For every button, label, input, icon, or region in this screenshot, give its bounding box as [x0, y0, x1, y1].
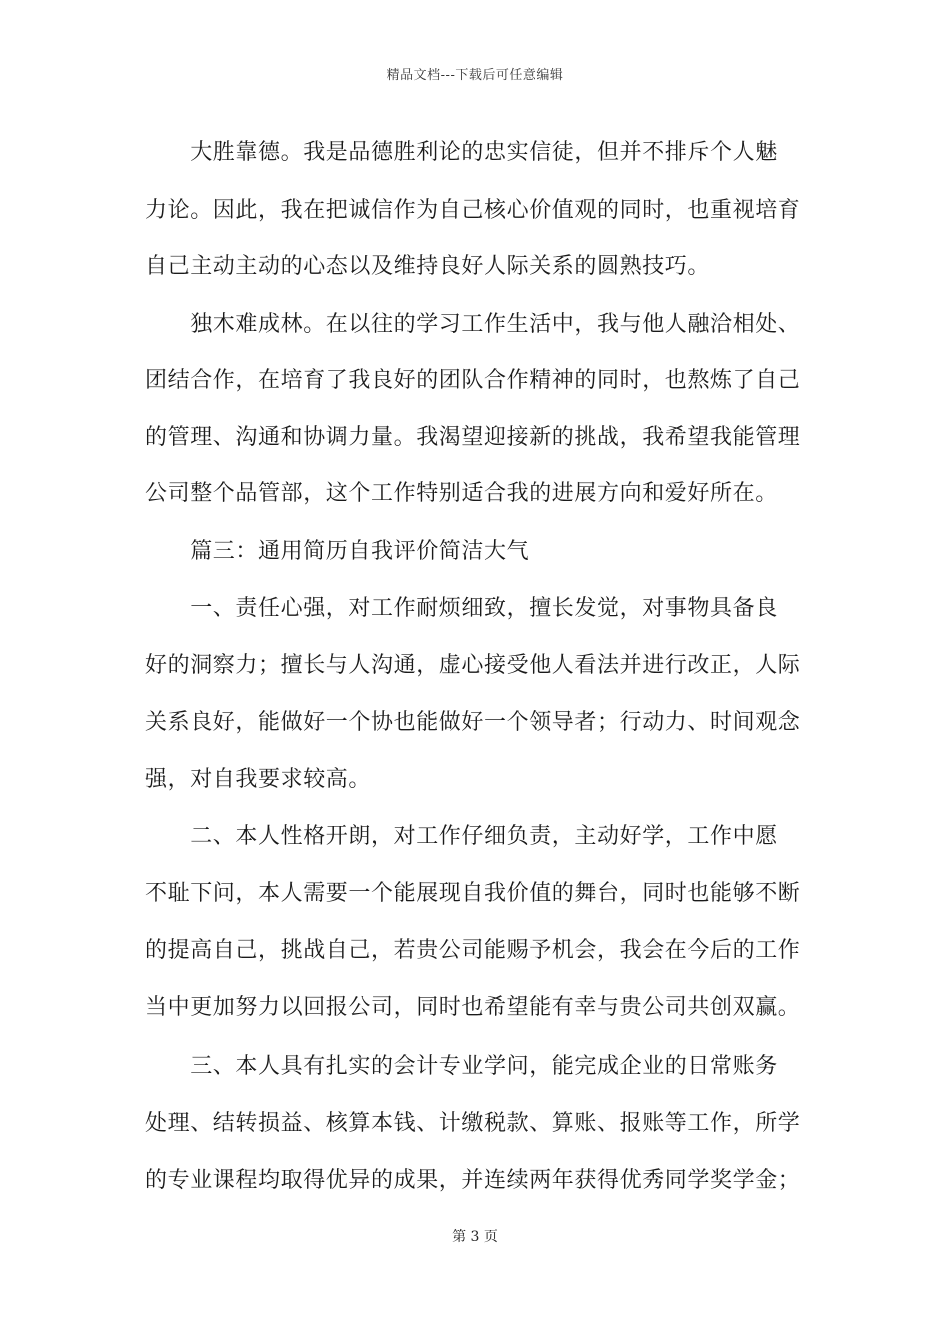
- paragraph-4-line-2: 不耻下问，本人需要一个能展现自我价值的舞台，同时也能够不断: [145, 881, 801, 906]
- paragraph-1-line-1: 大胜靠德。我是品德胜利论的忠实信徒，但并不排斥个人魅: [145, 140, 778, 165]
- page-number: 第 3 页: [452, 1229, 498, 1245]
- paragraph-2-line-2: 团结合作，在培育了我良好的团队合作精神的同时，也熬炼了自己: [145, 368, 801, 393]
- paragraph-4-line-4: 当中更加努力以回报公司，同时也希望能有幸与贵公司共创双赢。: [145, 995, 801, 1020]
- paragraph-1-line-2: 力论。因此，我在把诚信作为自己核心价值观的同时，也重视培育: [145, 198, 801, 223]
- paragraph-2-line-1: 独木难成林。在以往的学习工作生活中，我与他人融洽相处、: [145, 312, 801, 337]
- paragraph-5-line-2: 处理、结转损益、核算本钱、计缴税款、算账、报账等工作，所学: [145, 1111, 801, 1136]
- paragraph-2-line-3: 的管理、沟通和协调力量。我渴望迎接新的挑战，我希望我能管理: [145, 425, 801, 450]
- paragraph-2-line-4: 公司整个品管部，这个工作特别适合我的进展方向和爱好所在。: [145, 481, 778, 506]
- paragraph-3-line-3: 关系良好，能做好一个协也能做好一个领导者；行动力、时间观念: [145, 710, 801, 735]
- paragraph-5-line-1: 三、本人具有扎实的会计专业学问，能完成企业的日常账务: [145, 1054, 778, 1079]
- section-heading: 篇三：通用简历自我评价简洁大气: [145, 539, 530, 564]
- paragraph-3-line-2: 好的洞察力；擅长与人沟通，虚心接受他人看法并进行改正，人际: [145, 653, 801, 678]
- paragraph-3-line-4: 强，对自我要求较高。: [145, 767, 372, 792]
- paragraph-5-line-3: 的专业课程均取得优异的成果，并连续两年获得优秀同学奖学金；: [145, 1168, 801, 1193]
- paragraph-3-line-1: 一、责任心强，对工作耐烦细致，擅长发觉，对事物具备良: [145, 596, 778, 621]
- paragraph-1-line-3: 自己主动主动的心态以及维持良好人际关系的圆熟技巧。: [145, 254, 711, 279]
- paragraph-4-line-1: 二、本人性格开朗，对工作仔细负责，主动好学，工作中愿: [145, 824, 778, 849]
- paragraph-4-line-3: 的提高自己，挑战自己，若贵公司能赐予机会，我会在今后的工作: [145, 938, 801, 963]
- page-header: 精品文档---下载后可任意编辑: [386, 68, 564, 83]
